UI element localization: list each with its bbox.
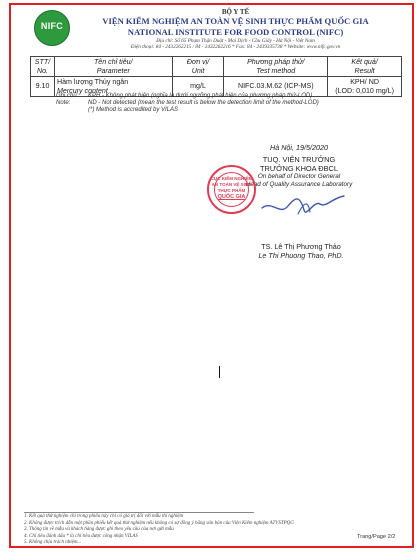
cell-result: KPH/ ND (LOD: 0,010 mg/L) xyxy=(328,77,402,97)
footer-line-5: 5. Không chịu trách nhiệm... xyxy=(24,540,82,545)
signer-title-2: TRƯỞNG KHOA ĐBCL xyxy=(260,164,338,173)
footer-line-2: 2. Không được trích dẫn một phần phiếu kết quả thử nghiệm nếu không có sự đồng ý bằng văn bản của Viện Kiểm nghiệm ATVSTPQG xyxy=(24,520,294,526)
signer-title-1: TUQ. VIỆN TRƯỞNG xyxy=(262,155,336,164)
stamp-line-1: CỤC KIỂM NGHIỆM xyxy=(210,176,253,181)
note-label-vi: Ghi chú: xyxy=(56,93,79,99)
institute-name-en: NATIONAL INSTITUTE FOR FOOD CONTROL (NIFC) xyxy=(127,27,344,37)
cell-method: NIFC.03.M.62 (ICP-MS) xyxy=(224,77,328,97)
page-number: Trang/Page 2/2 xyxy=(357,534,396,540)
signer-name-en: Le Thi Phuong Thao, PhD. xyxy=(258,251,344,260)
header-result: Kết quả/ Result xyxy=(328,57,402,77)
ministry-name: BỘ Y TẾ xyxy=(221,8,250,16)
stamp-line-4: QUỐC GIA xyxy=(217,194,246,200)
note-line-3: (*) Method is accredited by VILAS xyxy=(88,106,179,113)
footer-line-3: 3. Thông tin về mẫu và khách hàng được ghi theo yêu cầu của nơi gửi mẫu xyxy=(24,527,174,532)
cell-unit: mg/L xyxy=(172,77,224,97)
results-table xyxy=(30,56,402,97)
header-test-method: Phương pháp thử/ Test method xyxy=(224,57,328,77)
institute-contact: Điện thoại: 84 - 2432262215 / 84 - 2432262216 * Fax: 84 - 2439335738 * Website: www.nifc.gov.vn xyxy=(130,44,341,50)
footer-notes xyxy=(24,514,294,547)
institute-name-vi: VIỆN KIỂM NGHIỆM AN TOÀN VỆ SINH THỰC PHẨM QUỐC GIA xyxy=(102,16,369,26)
place-date: Hà Nội, 19/5/2020 xyxy=(270,143,328,152)
text-cursor xyxy=(219,366,220,378)
nifc-logo xyxy=(34,10,70,46)
handwritten-signature xyxy=(258,188,348,224)
signer-title-4: Head of Quality Assurance Laboratory xyxy=(245,181,353,188)
institute-address: Địa chỉ: Số 65 Phạm Thận Duật - Mai Dịch - Cầu Giấy - Hà Nội - Việt Nam xyxy=(156,38,315,44)
header-unit: Đơn vị/ Unit xyxy=(172,57,224,77)
note-label-en: Note: xyxy=(56,99,71,106)
note-line-1: KPH - Không phát hiện (nghĩa là dưới ngưỡng phát hiện của phương pháp thử-LOD) xyxy=(88,93,313,99)
signer-name-vi: TS. Lê Thị Phương Thảo xyxy=(261,242,341,251)
footer-line-4: 4. Chỉ tiêu đánh dấu * là chỉ tiêu được công nhận VILAS xyxy=(24,533,138,539)
notes-block xyxy=(56,93,319,113)
stamp-line-3: THỰC PHẨM xyxy=(217,188,246,193)
table-header-row xyxy=(31,57,402,77)
official-stamp xyxy=(207,165,256,214)
signer-title-3: On behalf of Director General xyxy=(257,173,341,180)
cell-parameter: Hàm lượng Thủy ngân Mercury content xyxy=(54,77,172,97)
header-no: STT/ No. xyxy=(31,57,55,77)
cell-no: 9.10 xyxy=(31,77,55,97)
footer-line-1: 1. Kết quả thử nghiệm chỉ trong phiếu này chỉ có giá trị đối với mẫu thí nghiệm xyxy=(24,514,184,519)
note-line-2: ND - Not detected (mean the test result is below the detection limit of the method-LOD) xyxy=(88,99,319,106)
footer-divider xyxy=(24,512,254,513)
logo-text: NIFC xyxy=(40,21,64,31)
stamp-line-2: AN TOÀN VỆ SINH xyxy=(211,182,252,187)
header-parameter: Tên chỉ tiêu/ Parameter xyxy=(54,57,172,77)
